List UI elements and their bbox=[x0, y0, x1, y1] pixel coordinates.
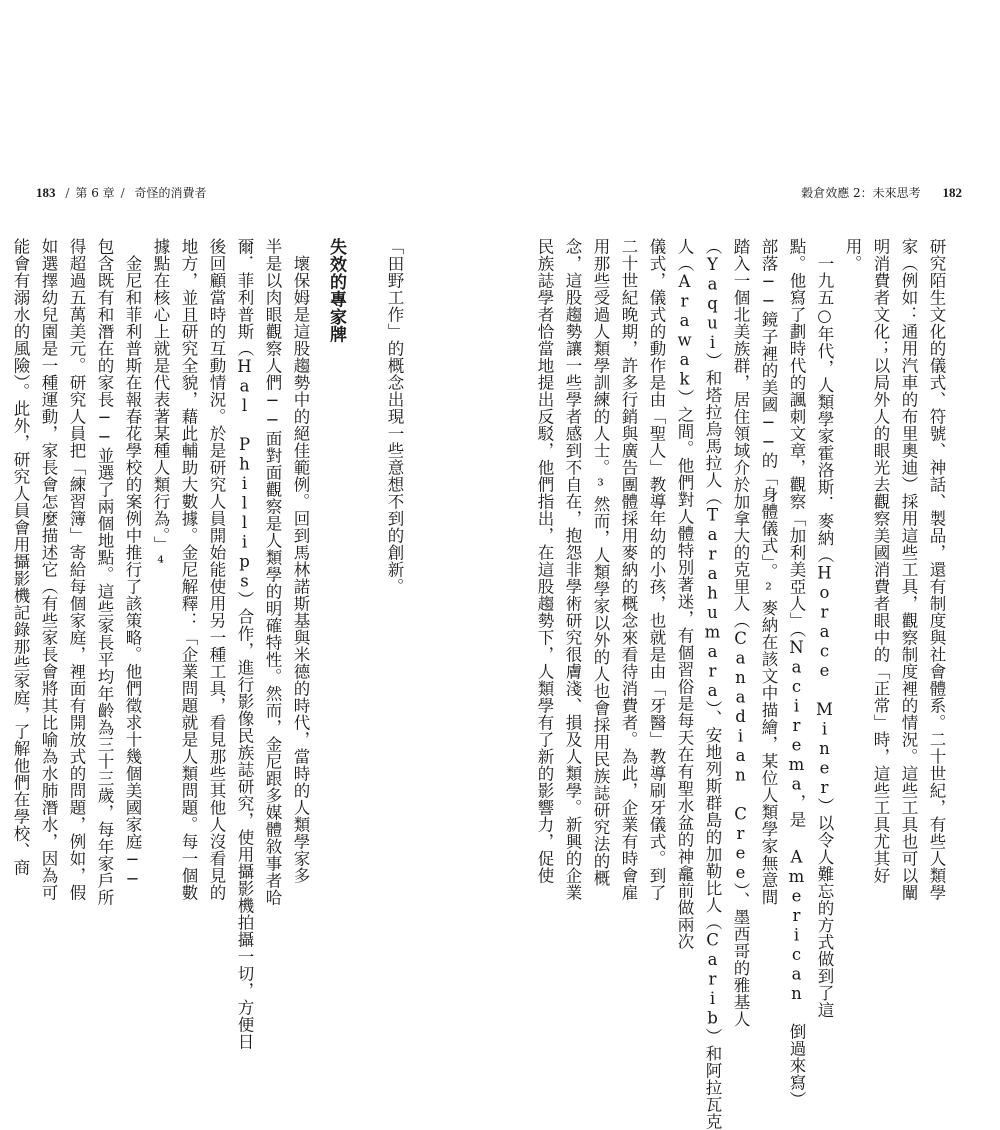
text-column: 爾．菲利普斯（Hal Phillips）合作，進行影像民族誌研究，使用攝影機拍攝一切，方便日 bbox=[235, 238, 254, 1050]
text-column: 如選擇幼兒園是一種運動，家長會怎麼描述它（有些家長會將其比喻為水肺潛水，因為可 bbox=[39, 238, 58, 901]
text-column: 半是以肉眼觀察人們──面對面觀察是人類學的明確特性。然而，金尼跟多媒體敘事者哈 bbox=[263, 238, 282, 906]
section-heading: 失效的專家牌 bbox=[326, 238, 346, 343]
text-column: 用。 bbox=[843, 238, 862, 272]
left-page-number: 183 bbox=[36, 185, 56, 200]
text-column: 踏入一個北美族群，居住領域介於加拿大的克里人（Canadian Cree）、墨西哥的雅基人 bbox=[731, 238, 750, 1028]
text-column: 研究陌生文化的儀式、符號、神話、製品，還有制度與社會體系。二十世紀，有些人類學 bbox=[927, 238, 946, 901]
text-column: 念，這股趨勢讓一些學者感到不自在，抱怨非學術研究很膚淺、損及人類學。新興的企業 bbox=[563, 238, 582, 901]
text-column: 儀式，儀式的動作是由「聖人」教導年幼的小孩，也就是由「牙醫」教導刷牙儀式。到了 bbox=[647, 238, 666, 901]
text-column: 人（Arawak）之間。他們對人體特別著迷，有個習俗是每天在有聖水盆的神龕前做兩次 bbox=[675, 238, 694, 950]
text-column: 一九五○年代，人類學家霍洛斯．麥納（Horace Miner）以令人難忘的方式做到了這 bbox=[815, 238, 834, 1019]
text-column: 「田野工作」的概念出現一些意想不到的創新。 bbox=[385, 238, 404, 595]
chapter-title: 奇怪的消費者 bbox=[134, 186, 207, 200]
left-page-header bbox=[36, 186, 207, 200]
text-column: 家（例如：通用汽車的布里奧迪）採用這些工具，觀察制度裡的情況。這些工具也可以闡 bbox=[899, 238, 918, 901]
left-page-continuation bbox=[372, 238, 408, 738]
book-title: 穀倉效應 2：未來思考 bbox=[801, 186, 921, 200]
text-column: 部落──鏡子裡的美國──的「身體儀式」。²麥納在該文中描繪，某位人類學家無意間 bbox=[759, 238, 778, 906]
text-column: 能會有溺水的風險）。此外，研究人員會用攝影機記錄那些家庭，了解他們在學校、商 bbox=[11, 238, 30, 876]
text-column: 據點在核心上就是代表著某種人類行為。」⁴ bbox=[151, 238, 170, 573]
right-page-body bbox=[535, 238, 950, 1130]
text-column: 得超過五萬美元。研究人員把「練習簿」寄給每個家庭，裡面有開放式的問題，例如，假 bbox=[67, 238, 86, 901]
text-column: 二十世紀晚期，許多行銷與廣告團體採用麥納的概念來看待消費者。為此，企業有時會雇 bbox=[619, 238, 638, 901]
chapter-label: 第 6 章 bbox=[75, 186, 115, 200]
text-column: 地方，並且研究全貌，藉此輔助大數據。金尼解釋：「企業問題就是人類問題。每一個數 bbox=[179, 238, 198, 901]
text-column: 後回顧當時的互動情況。於是研究人員開始能使用另一種工具，看見那些其他人沒看見的 bbox=[207, 238, 226, 901]
left-page-body bbox=[11, 238, 350, 1050]
text-column: 民族誌學者恰當地提出反駁，他們指出，在這股趨勢下，人類學有了新的影響力，促使 bbox=[535, 238, 554, 884]
text-column: 壞保姆是這股趨勢中的絕佳範例。回到馬林諾斯基與米德的時代，當時的人類學家多 bbox=[291, 238, 310, 884]
header-separator: / bbox=[120, 186, 125, 200]
right-page-header bbox=[801, 186, 962, 200]
header-separator: / bbox=[65, 186, 70, 200]
text-column: 包含既有和潛在的家長──並選了兩個地點。這些家長平均年齡為三十三歲，每年家戶所 bbox=[95, 238, 114, 906]
text-column: （Yaqui）和塔拉烏馬拉人（Tarahumara）、安地列斯群島的加勒比人（Carib）和阿拉瓦克 bbox=[703, 238, 722, 1130]
text-column: 用那些受過人類學訓練的人士。³然而，人類學家以外的人也會採用民族誌研究法的概 bbox=[591, 238, 610, 887]
right-page-number: 182 bbox=[942, 185, 962, 200]
text-column: 明消費者文化；以局外人的眼光去觀察美國消費者眼中的「正常」時，這些工具尤其好 bbox=[871, 238, 890, 884]
text-column: 金尼和菲利普斯在報春花學校的案例中推行了該策略。他們徵求十幾個美國家庭── bbox=[123, 238, 142, 889]
text-column: 點。他寫了劃時代的諷刺文章，觀察「加利美亞人」（Nacirema，是 American 倒過來寫） bbox=[787, 238, 806, 1108]
